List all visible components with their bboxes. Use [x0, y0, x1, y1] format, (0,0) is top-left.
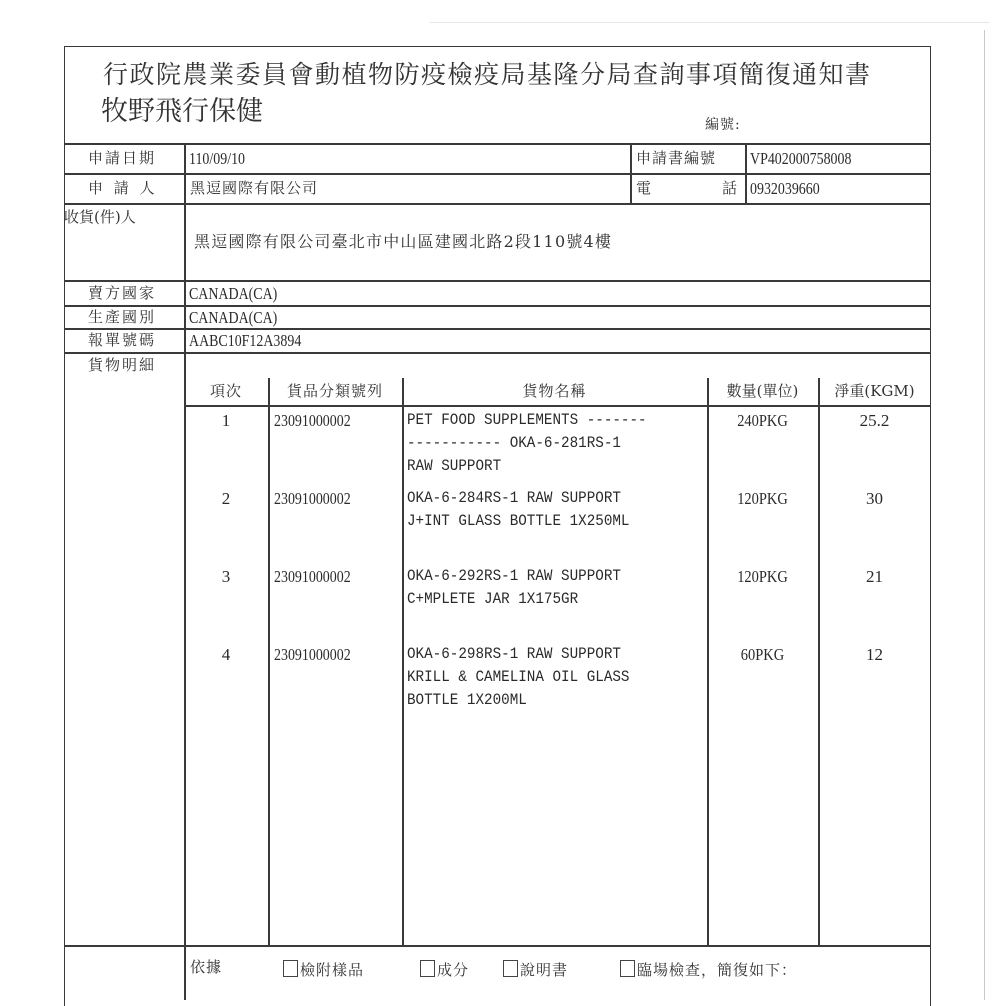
basis-option-ingredients[interactable] — [420, 960, 469, 978]
rule — [707, 378, 709, 945]
basis-option-manual[interactable] — [503, 960, 568, 978]
application-no-label: 申請書編號 — [636, 149, 717, 167]
origin-country-label: 生產國別 — [88, 308, 157, 326]
scan-edge-right — [984, 30, 985, 1000]
col-header-quantity: 數量(單位) — [726, 382, 799, 400]
row-quantity: 60PKG — [740, 645, 785, 664]
rule — [268, 378, 270, 945]
document-title: 行政院農業委員會動植物防疫檢疫局基隆分局查詢事項簡復通知書 — [103, 60, 872, 89]
applicant-label: 申 請 人 — [88, 179, 158, 197]
declaration-no-label: 報單號碼 — [88, 331, 157, 349]
row-name-line: OKA-6-292RS-1 RAW SUPPORT — [407, 567, 621, 585]
application-no-value: VP402000758008 — [750, 149, 852, 168]
rule — [64, 203, 931, 205]
col-header-code: 貨品分類號列 — [286, 382, 383, 400]
basis-label: 依據 — [190, 958, 223, 976]
col-header-item: 項次 — [209, 382, 242, 400]
row-name-line: BOTTLE 1X200ML — [407, 691, 527, 709]
applicant-value: 黑逗國際有限公司 — [190, 179, 319, 197]
row-name-line: OKA-6-284RS-1 RAW SUPPORT — [407, 489, 621, 507]
checkbox-ingredients[interactable] — [420, 960, 435, 977]
apply-date-label: 申請日期 — [88, 149, 157, 167]
basis-option-label: 檢附樣品 — [300, 961, 365, 979]
row-code: 23091000002 — [274, 645, 351, 664]
row-code: 23091000002 — [274, 567, 351, 586]
rule — [64, 173, 931, 175]
row-name-line: KRILL & CAMELINA OIL GLASS — [407, 668, 630, 686]
col-header-name: 貨物名稱 — [522, 382, 587, 400]
basis-option-label: 成分 — [437, 961, 470, 979]
scan-edge-top — [430, 22, 990, 23]
checkbox-onsite-inspection[interactable] — [620, 960, 635, 977]
basis-option-onsite-inspection[interactable] — [620, 960, 797, 978]
row-code: 23091000002 — [274, 411, 351, 430]
rule — [402, 378, 404, 945]
rule — [64, 945, 931, 947]
declaration-no-value: AABC10F12A3894 — [189, 331, 302, 350]
seller-country-value: CANADA(CA) — [189, 284, 278, 303]
apply-date-value: 110/09/10 — [189, 149, 246, 168]
row-name-line: ----------- OKA-6-281RS-1 — [407, 434, 621, 452]
basis-option-sample[interactable] — [283, 960, 364, 978]
seller-country-label: 賣方國家 — [88, 284, 157, 302]
row-name-line: PET FOOD SUPPLEMENTS ------- — [407, 411, 647, 429]
row-name-line: RAW SUPPORT — [407, 457, 502, 475]
goods-detail-label: 貨物明細 — [88, 356, 157, 374]
row-quantity: 120PKG — [737, 489, 788, 508]
rule — [64, 305, 931, 307]
basis-option-label: 說明書 — [520, 961, 569, 979]
rule — [745, 143, 747, 203]
row-net-weight: 21 — [866, 567, 883, 586]
consignee-label: 收貨(件)人 — [64, 208, 136, 226]
row-quantity: 120PKG — [737, 567, 788, 586]
row-code: 23091000002 — [274, 489, 351, 508]
row-item: 2 — [221, 489, 231, 508]
row-item: 3 — [221, 567, 231, 586]
checkbox-sample[interactable] — [283, 960, 298, 977]
row-net-weight: 25.2 — [859, 411, 890, 430]
row-name-line: OKA-6-298RS-1 RAW SUPPORT — [407, 645, 621, 663]
phone-label-2: 話 — [722, 179, 740, 197]
row-item: 1 — [221, 411, 231, 430]
rule — [64, 143, 931, 145]
rule — [64, 280, 931, 282]
document-subtitle: 牧野飛行保健 — [101, 96, 263, 127]
checkbox-manual[interactable] — [503, 960, 518, 977]
col-header-net-weight: 淨重(KGM) — [834, 382, 915, 400]
rule — [630, 143, 632, 203]
origin-country-value: CANADA(CA) — [189, 308, 278, 327]
row-name-line: C+MPLETE JAR 1X175GR — [407, 590, 579, 608]
serial-label: 編號: — [705, 117, 741, 133]
basis-option-label: 臨場檢查，簡復如下： — [637, 961, 798, 979]
row-name-line: J+INT GLASS BOTTLE 1X250ML — [407, 512, 630, 530]
phone-label-1: 電 — [636, 179, 654, 197]
rule — [64, 328, 931, 330]
row-net-weight: 30 — [866, 489, 883, 508]
consignee-value: 黑逗國際有限公司臺北市中山區建國北路2段110號4樓 — [194, 232, 613, 251]
row-net-weight: 12 — [866, 645, 883, 664]
rule — [64, 352, 931, 354]
row-quantity: 240PKG — [737, 411, 788, 430]
row-item: 4 — [221, 645, 231, 664]
phone-value: 0932039660 — [750, 179, 820, 198]
